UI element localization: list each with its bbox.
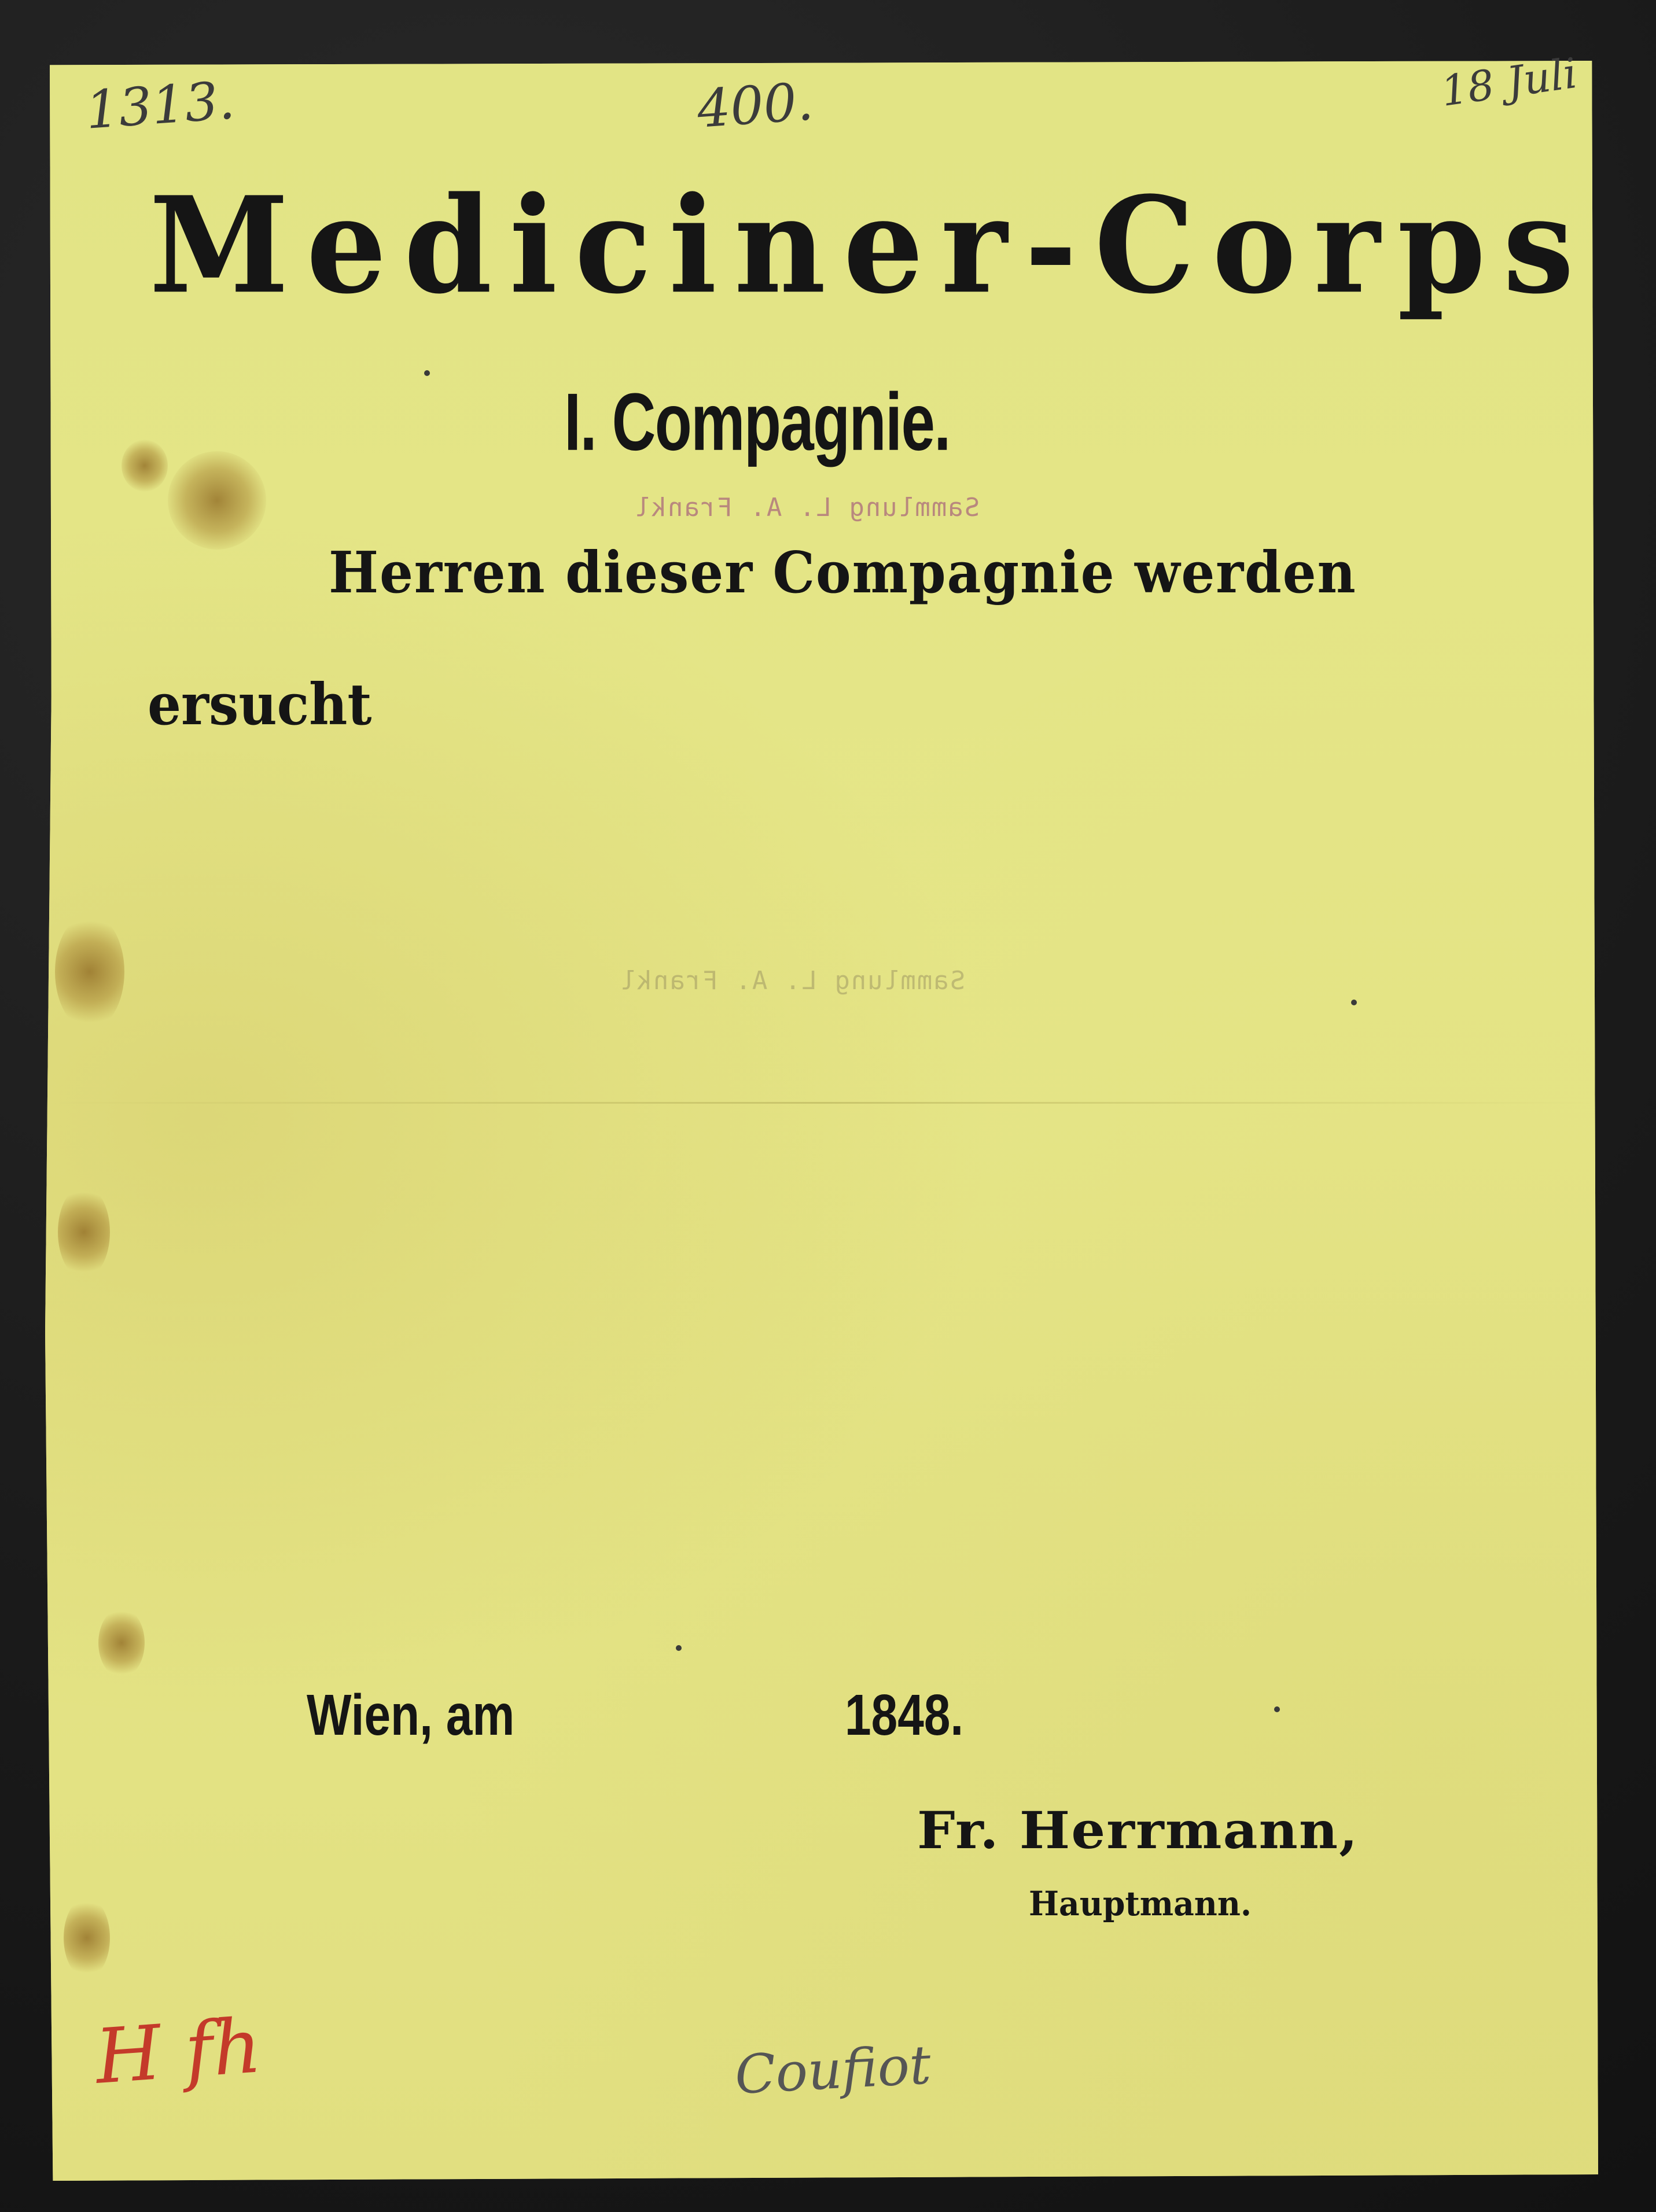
stain [122,440,168,492]
handwritten-date: 18 Juli [1438,49,1580,116]
stain [98,1608,145,1678]
ink-speck [676,1645,682,1651]
body-line-1: Herren dieser Compagnie werden [329,540,1357,606]
stain [64,1897,110,1978]
ink-speck [424,370,430,376]
signer-rank: Hauptmann. [1029,1884,1252,1923]
collection-stamp: Sammlung L. A. Frankl [634,493,980,522]
stain [55,914,124,1030]
body-line-2: ersucht [148,672,372,738]
handwritten-catalog-number: 1313. [83,70,237,141]
pencil-annotation-bottom: Coufiot [733,2034,933,2106]
document-subtitle: I. Compagnie. [564,377,950,468]
fold-line [46,1102,1597,1104]
ink-speck [1351,1000,1357,1005]
collection-stamp-faint: Sammlung L. A. Frankl [619,966,966,996]
red-pencil-annotation: H fh [93,2001,264,2101]
ink-speck [1274,1706,1280,1712]
document-title: Mediciner-Corps [149,168,1592,323]
stain [58,1186,110,1278]
stain [168,451,266,550]
year: 1848. [845,1683,964,1748]
place-date-label: Wien, am [307,1683,515,1748]
handwritten-price: 400. [695,71,815,140]
signer-name: Fr. Herrmann, [917,1800,1359,1860]
